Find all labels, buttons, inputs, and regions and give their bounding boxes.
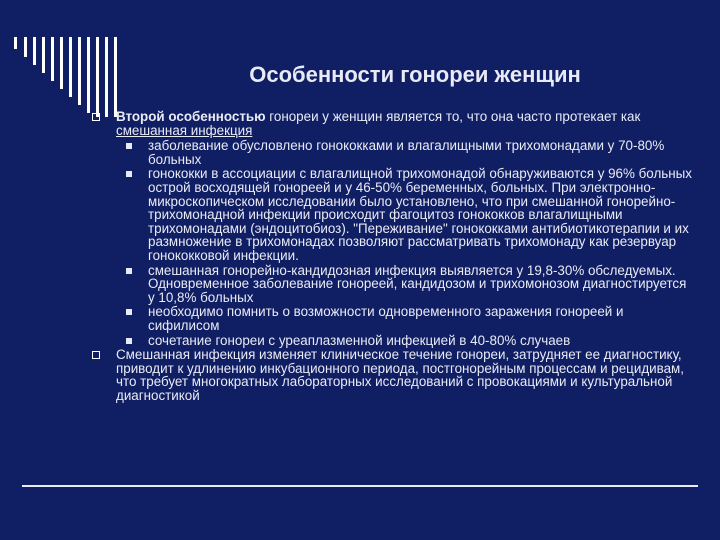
filled-square-bullet-icon <box>126 338 132 344</box>
filled-square-bullet-icon <box>126 143 132 149</box>
filled-square-bullet-icon <box>126 171 132 177</box>
conclusion-text: Смешанная инфекция изменяет клиническое течение гонореи, затрудняет ее диагностику, приводит к удлинению инкубационного периода, постгонорейным процессам и рецидивам, что требует многократных лабораторных исследований с провокациями и культуральной диагностикой <box>116 347 684 403</box>
intro-text: гонореи у женщин является то, что она часто протекает как <box>265 109 641 124</box>
hollow-square-bullet-icon <box>92 351 100 359</box>
filled-square-bullet-icon <box>126 268 132 274</box>
sub-bullet-text: необходимо помнить о возможности одновременного заражения гонореей и сифилисом <box>148 304 624 333</box>
sub-bullet-item <box>92 167 692 262</box>
mixed-infection-link[interactable]: смешанная инфекция <box>116 122 253 138</box>
sub-bullet-text: заболевание обусловлено гонококками и влагалищными трихомонадами у 70-80% больных <box>148 138 665 167</box>
bullet-item-intro <box>92 110 692 137</box>
bullet-item-conclusion <box>92 348 692 402</box>
sub-bullet-item <box>92 139 692 166</box>
sub-bullet-item <box>92 264 692 305</box>
hollow-square-bullet-icon <box>92 113 100 121</box>
sub-bullet-item <box>92 305 692 332</box>
sub-bullet-text: сочетание гонореи с уреаплазменной инфекцией в 40-80% случаев <box>148 332 571 348</box>
slide-title: Особенности гонореи женщин <box>249 62 581 87</box>
footer-divider <box>22 485 698 487</box>
filled-square-bullet-icon <box>126 309 132 315</box>
slide-content <box>92 110 692 404</box>
sub-bullet-item <box>92 334 692 348</box>
decorative-stripes <box>14 37 134 117</box>
sub-bullet-text: гонококки в ассоциации с влагалищной трихомонадой обнаруживаются у 96% больных острой восходящей гонореей и у 46-50% беременных, больных. При электронно-микроскопическом исследовании было установлено, что при смешанной гонорейно-трихомонадной инфекции происходит фагоцитоз гонококков влагалищными трихомонадами (эндоцитобиоз). "Переживание" гонококками антибиотикотерапии и их размножение в трихомонадах позволяют рассматривать трихомонаду как резервуар гонококковой инфекции. <box>148 166 692 263</box>
sub-bullet-text: смешанная гонорейно-кандидозная инфекция выявляется у 19,8-30% обследуемых. Одновременное заболевание гонореей, кандидозом и трихомонозом диагностируется у 10,8% больных <box>148 262 687 305</box>
intro-bold-text: Второй особенностью <box>116 109 266 124</box>
